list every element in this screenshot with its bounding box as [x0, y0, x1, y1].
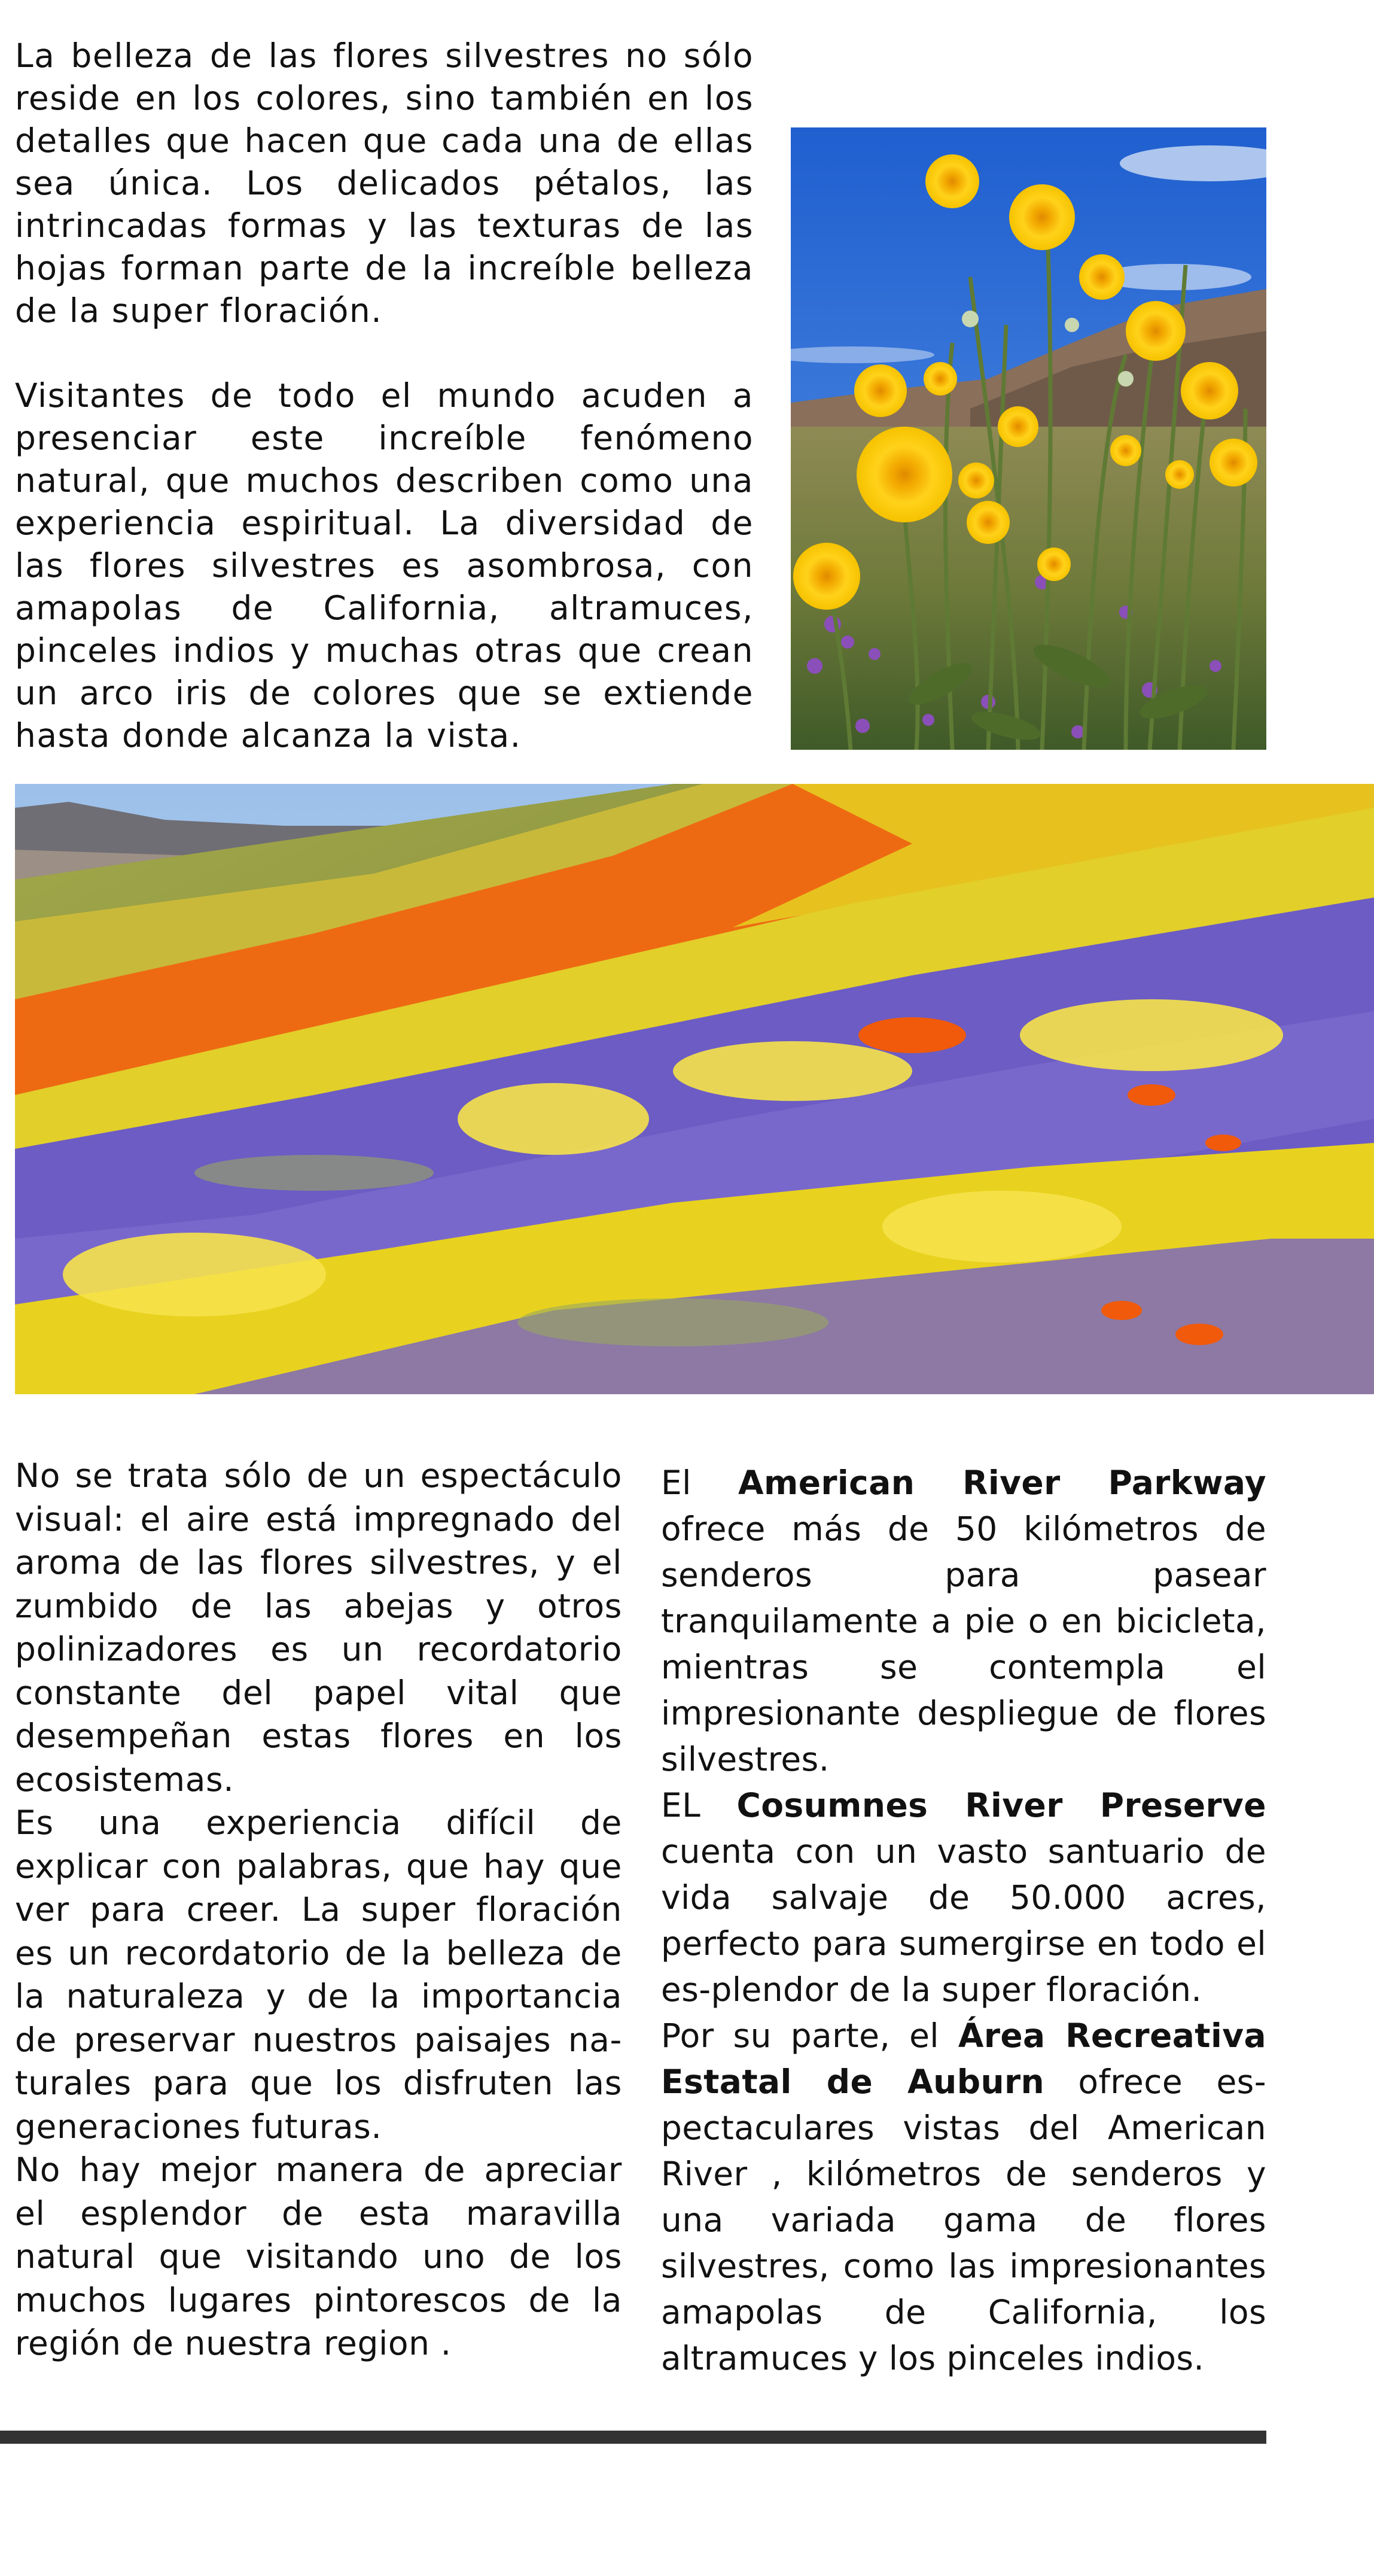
desert-flowers-photo	[791, 127, 1266, 750]
auburn-lead: Por su parte, el	[661, 2017, 958, 2055]
preserve-text: cuenta con un vasto santuario de vida salvaje de 50.000 acres, perfecto para sumergirse en todo el es-plendor de la super floración.	[661, 1832, 1266, 2009]
auburn-paragraph	[661, 2013, 1266, 2382]
body-paragraph: No hay mejor manera de apreciar el esplendor de esta maravilla natural que visitando uno de los muchos lugares pintorescos de la región de nuestra region .	[15, 2151, 622, 2362]
right-column-text	[661, 1460, 1266, 2382]
parkway-text: ofrece más de 50 kilómetros de senderos para pasear tranquilamente a pie o en bicicleta, mientras se contempla el impresionante despliegue de flores silvestres.	[661, 1510, 1266, 1778]
intro-paragraph: Visitantes de todo el mundo acuden a presenciar este increíble fenómeno natural, que muchos describen como una experiencia espiritual. La diversidad de las flores silvestres es asombrosa, con amapolas de California, altramuces, pinceles indios y muchas otras que crean un arco iris de colores que se extiende hasta donde alcanza la vista.	[15, 376, 754, 755]
intro-paragraph: La belleza de las flores silvestres no sólo reside en los colores, sino también en los detalles que hacen que cada una de ellas sea única. Los delicados pétalos, las intrincadas formas y las texturas de las hojas forman parte de la increíble belleza de la super floración.	[15, 37, 754, 330]
auburn-name: Área Recreativa Estatal de Auburn	[661, 2017, 1266, 2101]
parkway-paragraph	[661, 1460, 1266, 1783]
preserve-paragraph	[661, 1783, 1266, 2013]
parkway-name: American River Parkway	[738, 1464, 1266, 1502]
preserve-lead: EL	[661, 1786, 737, 1824]
body-paragraph: No se trata sólo de un espectáculo visual: el aire está impregnado del aroma de las flores silvestres, y el zumbido de las abejas y otros polinizadores es un recordatorio constante del papel vital que desempeñan estas flores en los ecosistemas.	[15, 1456, 622, 1799]
intro-text	[15, 35, 754, 757]
parkway-lead: El	[661, 1464, 739, 1502]
auburn-text: ofrece es-pectaculares vistas del American River , kilómetros de senderos y una variada gama de flores silvestres, como las impresionantes amapolas de California, los altramuces y los pinceles indios.	[661, 2063, 1266, 2377]
hillside-bloom-photo	[15, 784, 1374, 1394]
footer-divider	[0, 2431, 1266, 2444]
left-column-text	[15, 1454, 622, 2365]
preserve-name: Cosumnes River Preserve	[736, 1786, 1267, 1824]
body-paragraph: Es una experiencia difícil de explicar con palabras, que hay que ver para creer. La super floración es un recordatorio de la belleza de la naturaleza y de la importancia de preservar nuestros paisajes na-turales para que los disfruten las generaciones futuras.	[15, 1803, 622, 2146]
